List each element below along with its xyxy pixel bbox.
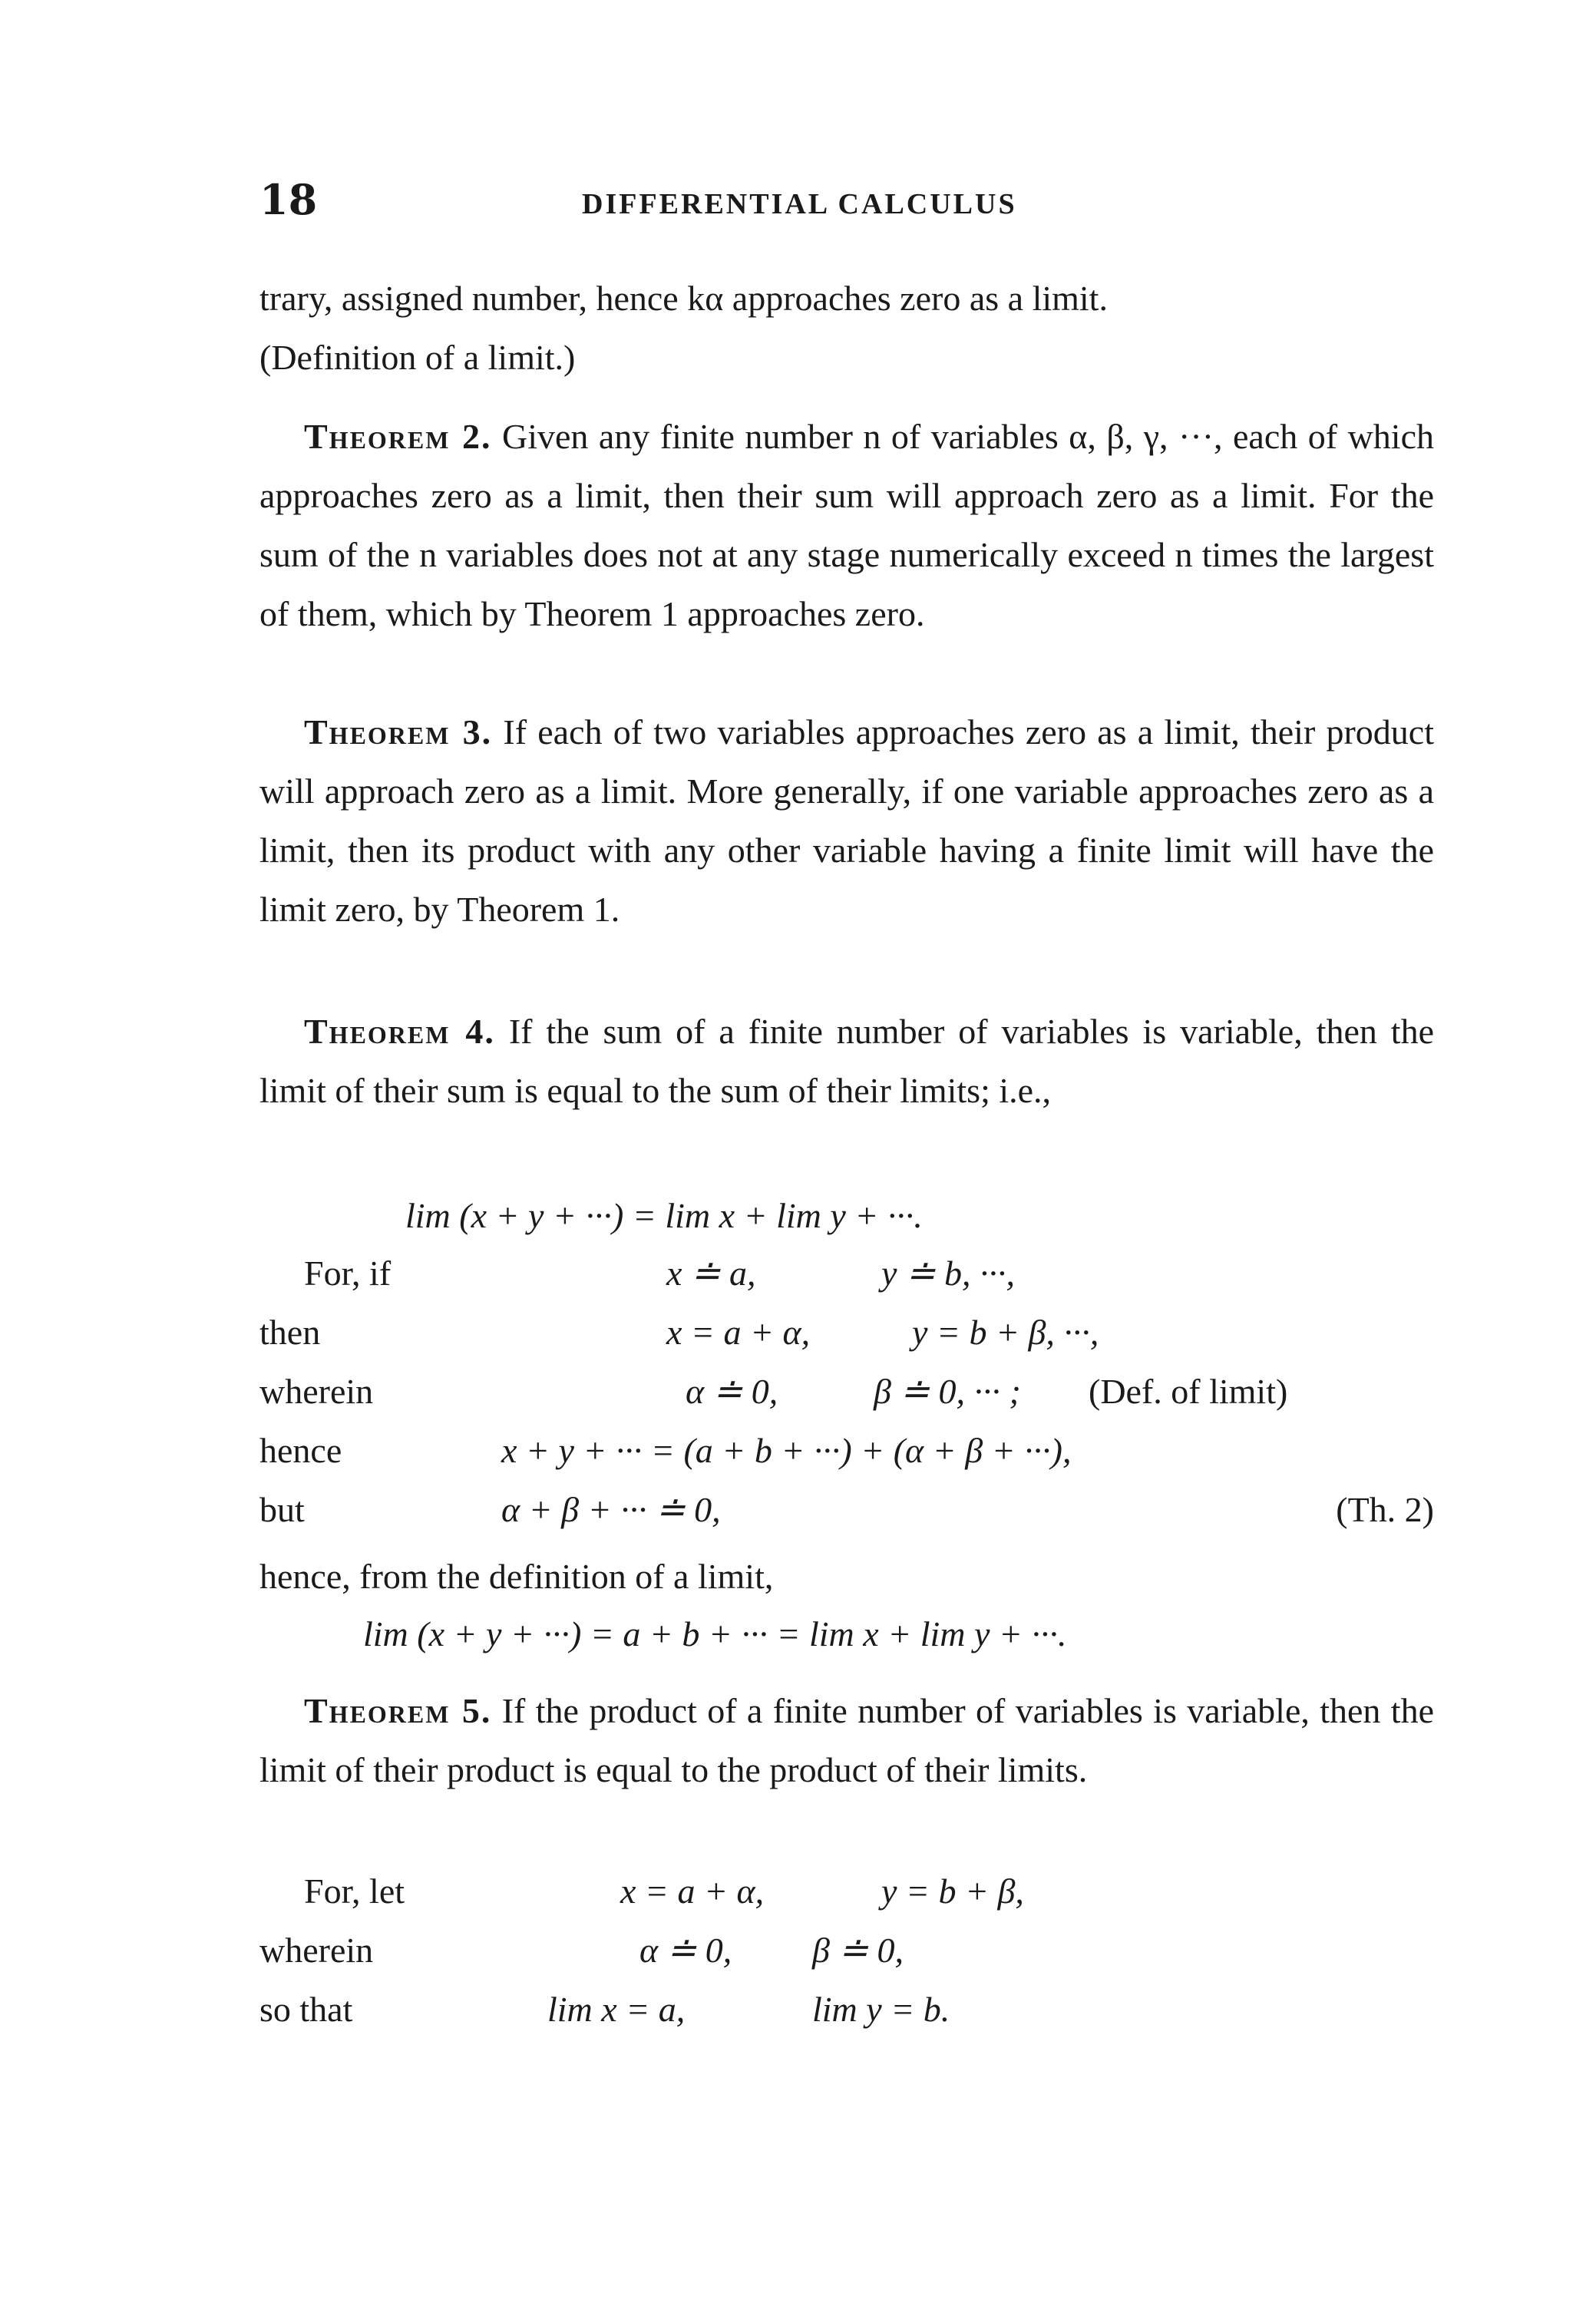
row-word: then <box>259 1313 321 1352</box>
row-expr-b: y ≐ b, ···, <box>881 1254 1015 1293</box>
theorem-text: Given any finite number n of variables α, β, γ, ···, each of which approaches zero as a limit, then their sum will approach zero as a limit. For the sum of the n variables does not at any stage numerically exceed n times the largest of them, which by Theorem 1 approaches zero. <box>259 417 1434 633</box>
row-expr-b: y = b + β, ···, <box>912 1313 1099 1352</box>
row-expr-a: α + β + ··· ≐ 0, <box>501 1490 721 1529</box>
derivation-row <box>259 1421 1434 1480</box>
row-expr-a: x = a + α, <box>620 1871 765 1911</box>
row-citation: (Th. 2) <box>1336 1490 1434 1529</box>
row-expr-b: β ≐ 0, ··· ; <box>874 1372 1021 1411</box>
derivation-row <box>259 1362 1434 1421</box>
theorem-text: If each of two variables approaches zero as a limit, their product will approach zero as a limit. More generally, if one variable approaches zero as a limit, then its product with any other variable having a finite limit will have the limit zero, by Theorem 1. <box>259 712 1434 929</box>
theorem-label: Theorem 3. <box>304 712 493 752</box>
equation-sum-limit: lim (x + y + ···) = lim x + lim y + ···. <box>405 1196 923 1235</box>
theorem-3 <box>259 702 1434 939</box>
row-word: hence <box>259 1431 342 1470</box>
row-expr-a: lim x = a, <box>547 1990 686 2029</box>
theorem-4 <box>259 1002 1434 1120</box>
row-word: wherein <box>259 1931 374 1970</box>
paragraph-line: trary, assigned number, hence kα approaches zero as a limit. <box>259 279 1108 318</box>
theorem-label: Theorem 2. <box>304 417 492 456</box>
derivation-row <box>259 1303 1434 1362</box>
theorem-label: Theorem 4. <box>304 1012 495 1051</box>
equation-sum-limit-final: lim (x + y + ···) = a + b + ··· = lim x + lim y + ···. <box>363 1614 1067 1653</box>
row-expr-a: x = a + α, <box>666 1313 811 1352</box>
conclusion-line: hence, from the definition of a limit, <box>259 1557 774 1596</box>
page-number: 18 <box>259 175 318 224</box>
theorem-2 <box>259 407 1434 643</box>
derivation-row <box>259 1861 1434 1921</box>
book-page <box>259 154 1434 2226</box>
theorem-5 <box>259 1681 1434 1799</box>
theorem-text: If the sum of a finite number of variables is variable, then the limit of their sum is equal to the sum of their limits; i.e., <box>259 1012 1434 1110</box>
theorem-label: Theorem 5. <box>304 1691 492 1730</box>
page-header <box>259 175 1434 229</box>
row-expr-a: x + y + ··· = (a + b + ···) + (α + β + ···), <box>501 1431 1072 1470</box>
derivation-row <box>259 1244 1434 1303</box>
row-expr-a: x ≐ a, <box>666 1254 756 1293</box>
derivation-row <box>259 1921 1434 1980</box>
row-expr-b: β ≐ 0, <box>812 1931 904 1970</box>
paragraph-line: (Definition of a limit.) <box>259 338 576 377</box>
row-word: but <box>259 1490 305 1529</box>
row-citation: (Def. of limit) <box>1089 1372 1288 1411</box>
derivation-row <box>259 1980 1434 2039</box>
row-expr-a: α ≐ 0, <box>639 1931 732 1970</box>
row-word: wherein <box>259 1372 374 1411</box>
row-expr-a: α ≐ 0, <box>686 1372 778 1411</box>
theorem-text: If the product of a finite number of variables is variable, then the limit of their product is equal to the product of their limits. <box>259 1691 1435 1789</box>
row-word: For, let <box>304 1871 405 1911</box>
row-expr-b: y = b + β, <box>881 1871 1024 1911</box>
row-word: For, if <box>304 1254 392 1293</box>
running-head: DIFFERENTIAL CALCULUS <box>582 188 1017 220</box>
derivation-row <box>259 1480 1434 1539</box>
row-expr-b: lim y = b. <box>812 1990 950 2029</box>
continued-paragraph <box>259 269 1434 387</box>
row-word: so that <box>259 1990 353 2029</box>
